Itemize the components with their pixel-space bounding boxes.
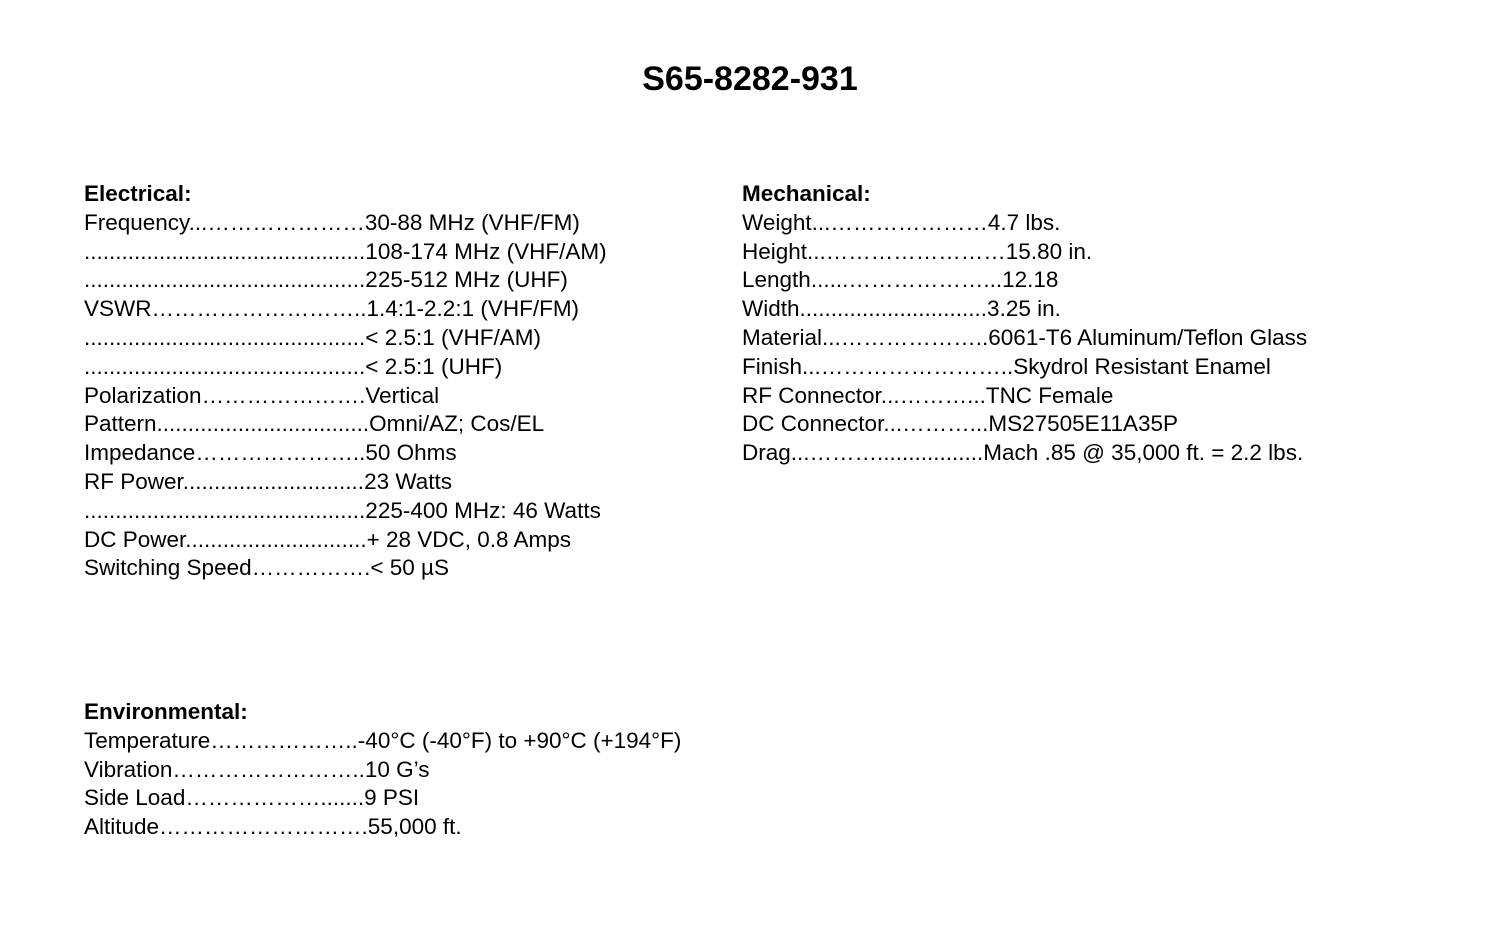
spec-line-frequency-vhf-am: .............................................108-174 MHz (VHF/AM) — [84, 238, 607, 264]
electrical-specs — [84, 180, 607, 583]
electrical-heading: Electrical: — [84, 181, 192, 206]
spec-line-frequency: Frequency...…………………30-88 MHz (VHF/FM) — [84, 209, 580, 235]
spec-line-temperature: Temperature………………..-40°C (-40°F) to +90°C (+194°F) — [84, 727, 682, 753]
spec-line-width: Width..............................3.25 in. — [742, 296, 1061, 322]
spec-line-rf-power-uhf: .............................................225-400 MHz: 46 Watts — [84, 497, 601, 523]
mechanical-specs — [742, 180, 1307, 468]
spec-line-pattern: Pattern..................................Omni/AZ; Cos/EL — [84, 411, 545, 437]
environmental-specs — [84, 698, 681, 842]
spec-line-finish: Finish...……………………..Skydrol Resistant Enamel — [742, 353, 1271, 379]
document-title: S65-8282-931 — [642, 60, 858, 98]
spec-line-length: Length......………………...12.18 — [742, 267, 1059, 293]
spec-line-rf-power: RF Power.............................23 Watts — [84, 468, 453, 494]
environmental-heading: Environmental: — [84, 699, 248, 724]
spec-line-vswr-uhf: .............................................< 2.5:1 (UHF) — [84, 353, 503, 379]
spec-line-vswr-vhf-am: .............................................< 2.5:1 (VHF/AM) — [84, 324, 541, 350]
spec-line-impedance: Impedance…………………..50 Ohms — [84, 440, 457, 466]
spec-line-height: Height...……………………15.80 in. — [742, 238, 1093, 264]
spec-line-dc-power: DC Power.............................+ 28 VDC, 0.8 Amps — [84, 526, 572, 552]
mechanical-heading: Mechanical: — [742, 181, 871, 206]
spec-line-dc-connector: DC Connector...………...MS27505E11A35P — [742, 411, 1179, 437]
spec-line-polarization: Polarization………………….Vertical — [84, 382, 440, 408]
spec-line-weight: Weight...…………………4.7 lbs. — [742, 209, 1061, 235]
spec-line-material: Material...………………..6061-T6 Aluminum/Teflon Glass — [742, 324, 1308, 350]
spec-line-frequency-uhf: .............................................225-512 MHz (UHF) — [84, 267, 568, 293]
spec-line-altitude: Altitude……………………….55,000 ft. — [84, 814, 462, 840]
spec-line-drag: Drag...……….................Mach .85 @ 35,000 ft. = 2.2 lbs. — [742, 440, 1304, 466]
spec-line-side-load: Side Load……………….......9 PSI — [84, 785, 420, 811]
spec-line-switching-speed: Switching Speed…………….< 50 µS — [84, 555, 449, 581]
spec-line-vswr: VSWR………………………..1.4:1-2.2:1 (VHF/FM) — [84, 296, 580, 322]
spec-line-vibration: Vibration……………………..10 G’s — [84, 756, 430, 782]
spec-line-rf-connector: RF Connector...………...TNC Female — [742, 382, 1114, 408]
